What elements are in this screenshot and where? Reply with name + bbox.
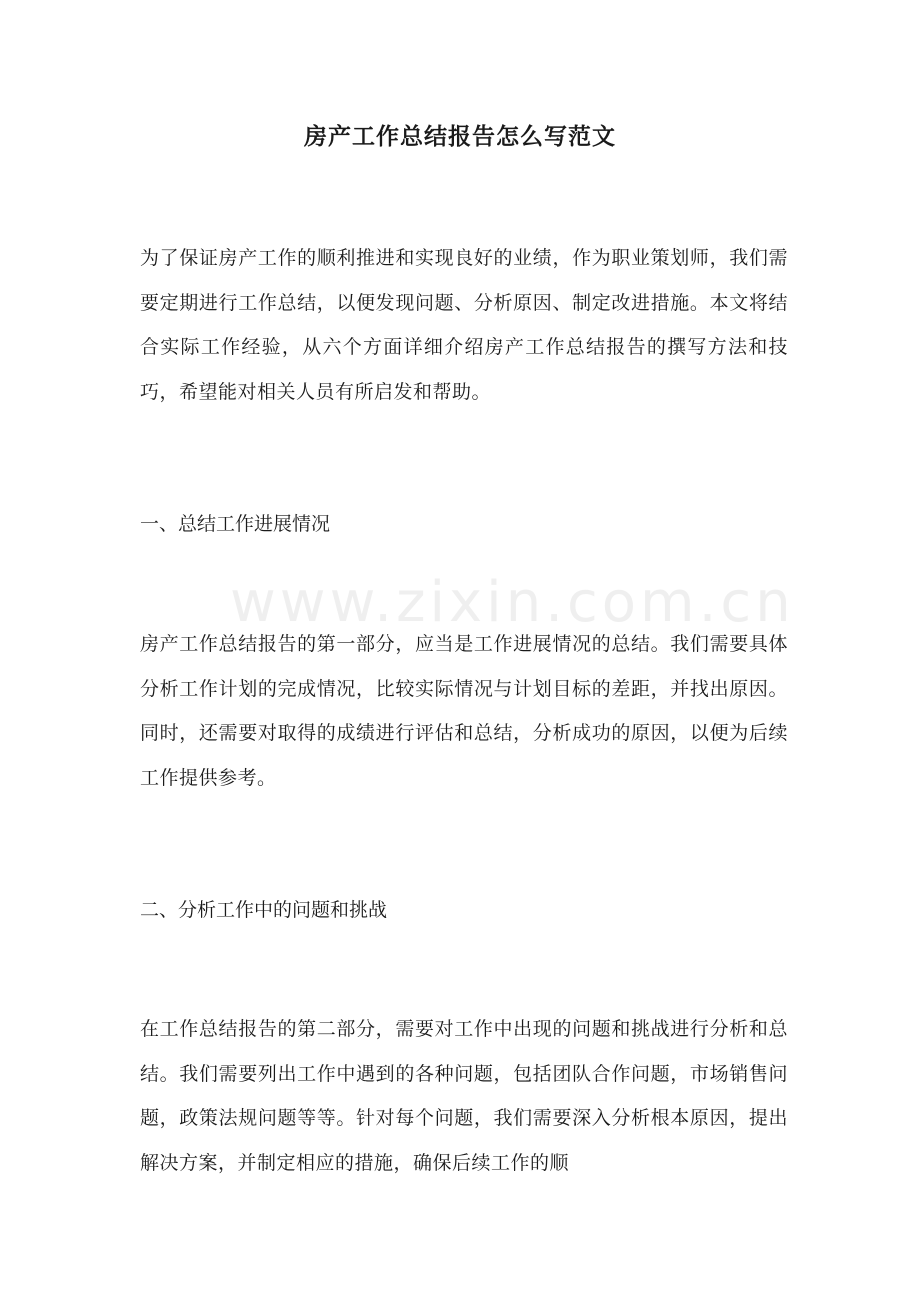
section-2-heading: 二、分析工作中的问题和挑战 xyxy=(140,899,388,921)
watermark: www.zixin.com.cn xyxy=(230,570,795,635)
section-1-heading: 一、总结工作进展情况 xyxy=(140,513,331,535)
section-2-paragraph: 在工作总结报告的第二部分，需要对工作中出现的问题和挑战进行分析和总结。我们需要列出工作中遇到的各种问题，包括团队合作问题，市场销售问题，政策法规问题等等。针对每个问题，我们需要深入分析根本原因，提出解决方案，并制定相应的措施，确保后续工作的顺 xyxy=(140,1018,788,1174)
intro-paragraph: 为了保证房产工作的顺利推进和实现良好的业绩，作为职业策划师，我们需要定期进行工作总结，以便发现问题、分析原因、制定改进措施。本文将结合实际工作经验，从六个方面详细介绍房产工作总结报告的撰写方法和技巧，希望能对相关人员有所启发和帮助。 xyxy=(140,247,788,403)
section-1-paragraph: 房产工作总结报告的第一部分，应当是工作进展情况的总结。我们需要具体分析工作计划的完成情况，比较实际情况与计划目标的差距，并找出原因。同时，还需要对取得的成绩进行评估和总结，分析成功的原因，以便为后续工作提供参考。 xyxy=(140,633,788,789)
document-title: 房产工作总结报告怎么写范文 xyxy=(304,123,616,150)
